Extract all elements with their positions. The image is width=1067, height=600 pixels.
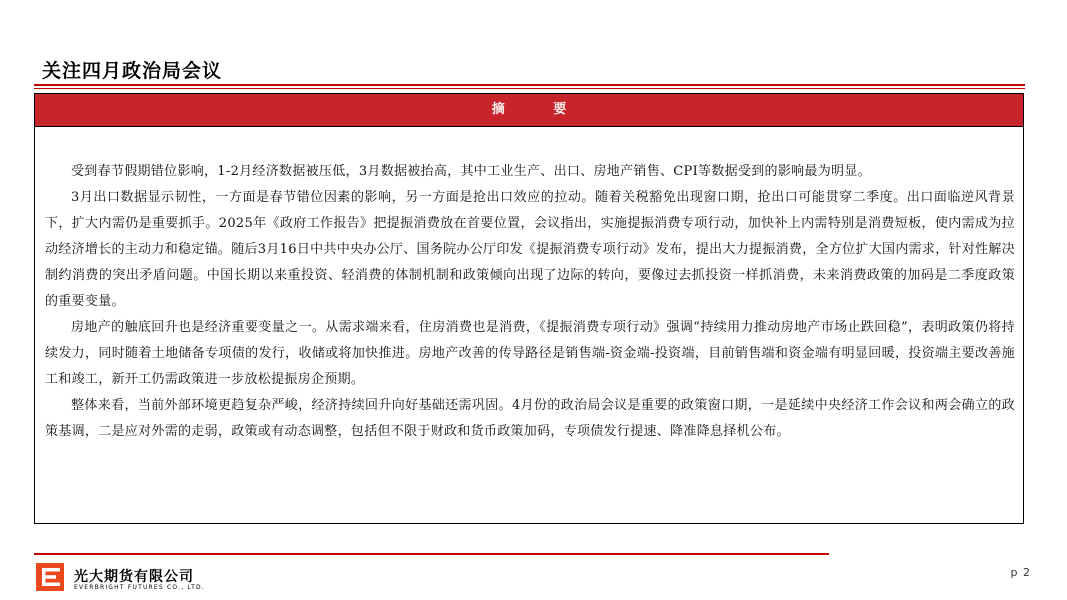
summary-box (34, 93, 1024, 524)
page-number: p 2 (1010, 566, 1031, 579)
summary-body (35, 127, 1023, 445)
summary-paragraph-1: 受到春节假期错位影响，1-2月经济数据被压低，3月数据被抬高，其中工业生产、出口、房地产销售、CPI等数据受到的影响最为明显。 (71, 164, 871, 179)
summary-paragraph-2: 3月出口数据显示韧性，一方面是春节错位因素的影响，另一方面是抢出口效应的拉动。随着关税豁免出现窗口期，抢出口可能贯穿二季度。出口面临逆风背景下，扩大内需仍是重要抓手。2025年《政府工作报告》把提振消费放在首要位置，会议指出，实施提振消费专项行动，加快补上内需特别是消费短板，使内需成为拉动经济增长的主动力和稳定锚。随后3月16日中共中央办公厅、国务院办公厅印发《提振消费专项行动》发布，提出大力提振消费，全方位扩大国内需求，针对性解决制约消费的突出矛盾问题。中国长期以来重投资、轻消费的体制机制和政策倾向出现了边际的转向，要像过去抓投资一样抓消费，未来消费政策的加码是二季度政策的重要变量。 (45, 190, 1016, 309)
footer-divider (34, 553, 829, 555)
title-divider-thin (34, 88, 1025, 89)
summary-paragraph-4: 整体来看，当前外部环境更趋复杂严峻，经济持续回升向好基础还需巩固。4月份的政治局会议是重要的政策窗口期，一是延续中央经济工作会议和两会确立的政策基调，二是应对外需的走弱，政策或有动态调整，包括但不限于财政和货币政策加码，专项债发行提速、降准降息择机公布。 (45, 398, 1015, 439)
summary-paragraph-3: 房地产的触底回升也是经济重要变量之一。从需求端来看，住房消费也是消费，《提振消费专项行动》强调“持续用力推动房地产市场止跌回稳”，表明政策仍将持续发力，同时随着土地储备专项债的发行，收储或将加快推进。房地产改善的传导路径是销售端-资金端-投资端，目前销售端和资金端有明显回暖，投资端主要改善施工和竣工，新开工仍需政策进一步放松提振房企预期。 (45, 320, 1015, 387)
title-divider (34, 84, 1025, 86)
page-title: 关注四月政治局会议 (42, 60, 223, 82)
company-name-en: EVERBRIGHT FUTURES CO., LTD. (74, 584, 205, 591)
company-logo-icon (36, 563, 64, 591)
company-name-cn: 光大期货有限公司 (74, 569, 194, 585)
summary-heading: 摘 要 (35, 94, 1023, 127)
